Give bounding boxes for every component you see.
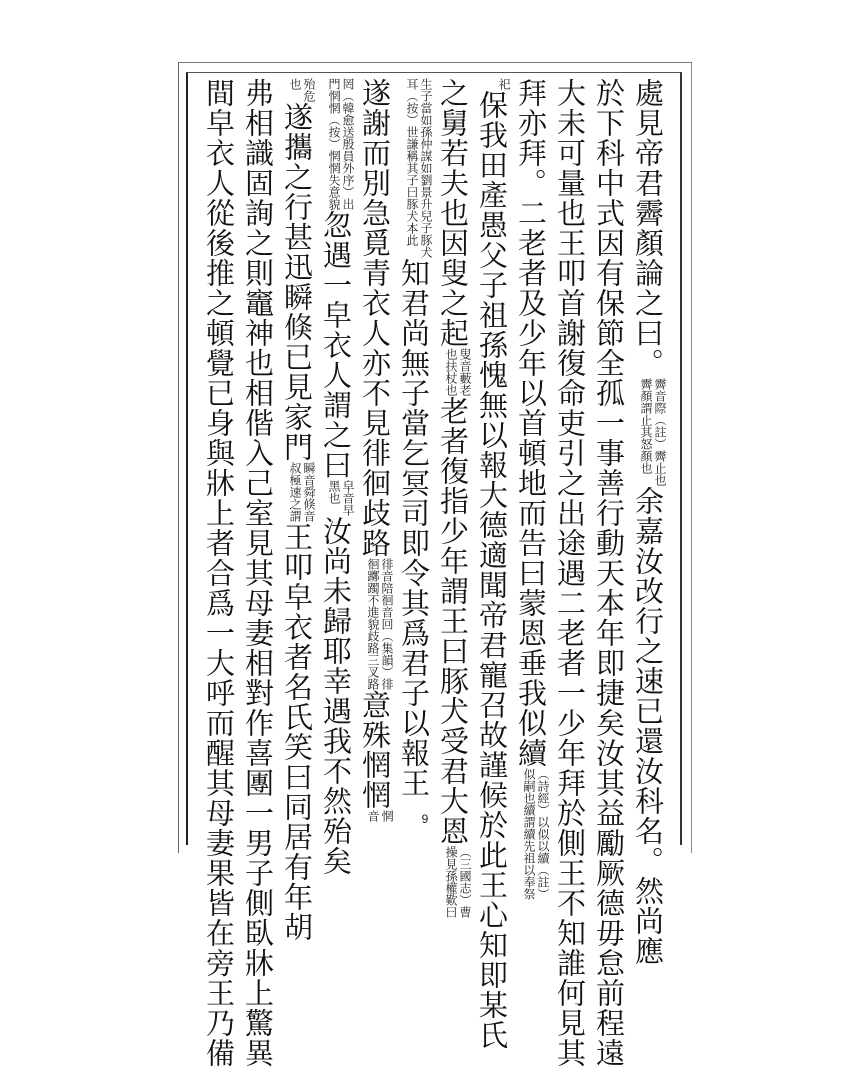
text-column <box>513 78 550 900</box>
annotation-note: 叟音藪老 也扶杖也 <box>444 348 472 396</box>
main-text: 之舅若夫也因叟之起 <box>436 78 470 348</box>
main-text: 王叩皁衣者名氏笑曰同居有年胡 <box>280 522 314 942</box>
text-column <box>279 78 316 942</box>
main-text: 遂攜之行甚迅瞬倏已見家門 <box>280 102 314 462</box>
main-text: 弗相識固詢之則竈神也相偕入己室見其母妻相對作喜團一男子側臥牀上驚異 <box>241 78 275 1068</box>
annotation-note: 惘 音 <box>366 810 394 822</box>
annotation-note: 殆危 也 <box>288 78 316 102</box>
main-text: 大未可量也王叩首謝復命吏引之出途遇二老者一少年拜於側王不知誰何見其 <box>553 78 587 1068</box>
text-column <box>240 78 276 1068</box>
annotation-note: 生子當如孫仲謀如劉景升兒子豚犬 耳（按）世謙稱其子曰豚犬本此 <box>405 78 433 258</box>
main-text: 意殊惘惘 <box>358 690 392 810</box>
main-text: 保我田產愚父子祖孫愧無以報大德適聞帝君寵召故謹候於此王心知即某氏 <box>475 90 509 1050</box>
annotation-note: 祀 <box>497 78 511 90</box>
annotation-note: 瞬音舜倏音 叔極速之謂 <box>288 462 316 522</box>
main-text: 遂謝而別急覓青衣人亦不見徘徊歧路 <box>358 78 392 558</box>
annotation-note: 霽音際（註）霽止也 霽顏謂止其怒顏也 <box>639 378 667 486</box>
text-column <box>201 78 237 1068</box>
annotation-note: 罔（韓愈送殷員外序）出 門惘惘（按）惘惘失意貌 <box>327 78 355 210</box>
text-column <box>474 78 511 1050</box>
main-text: 知君尚無子當乞冥司即令其爲君子以報王 <box>397 258 431 798</box>
annotation-note: 皁音早 黑也 <box>327 480 355 516</box>
main-text: 拜亦拜。二老者及少年以首頓地而告曰蒙恩垂我似續 <box>514 78 548 768</box>
annotation-note: 徘音陪徊音回（集韻）徘 徊躑躅不進貌歧路三叉路 <box>366 558 394 690</box>
main-text: 於下科中式因有保節全孤一事善行動天本年即捷矣汝其益勵厥德毋怠前程遠 <box>592 78 626 1068</box>
annotation-note: （三國志）曹 操見孫權歎曰 <box>444 846 472 918</box>
text-column <box>396 78 432 818</box>
text-column <box>591 78 627 1068</box>
text-block <box>196 78 667 1068</box>
main-text: 老者復指少年謂王曰豚犬受君大恩 <box>436 396 470 846</box>
main-text: 余嘉汝改行之速已還汝科名。然尚應 <box>631 486 665 966</box>
text-column <box>435 78 472 918</box>
text-column <box>552 78 588 1068</box>
text-column <box>318 78 355 876</box>
text-column <box>357 78 394 822</box>
page-number: 9 <box>421 812 429 826</box>
annotation-note: （詩經）以似以續（註） 似嗣也續謂續先祖以奉祭 <box>522 768 550 900</box>
main-text: 處見帝君霽顏論之曰。 <box>631 78 665 378</box>
main-text: 忽遇一皁衣人謂之曰 <box>319 210 353 480</box>
main-text: 汝尚未歸耶幸遇我不然殆矣 <box>319 516 353 876</box>
main-text: 間皁衣人從後推之頓覺已身與牀上者合爲一大呼而醒其母妻果皆在旁王乃備 <box>202 78 236 1068</box>
text-column <box>630 78 667 966</box>
